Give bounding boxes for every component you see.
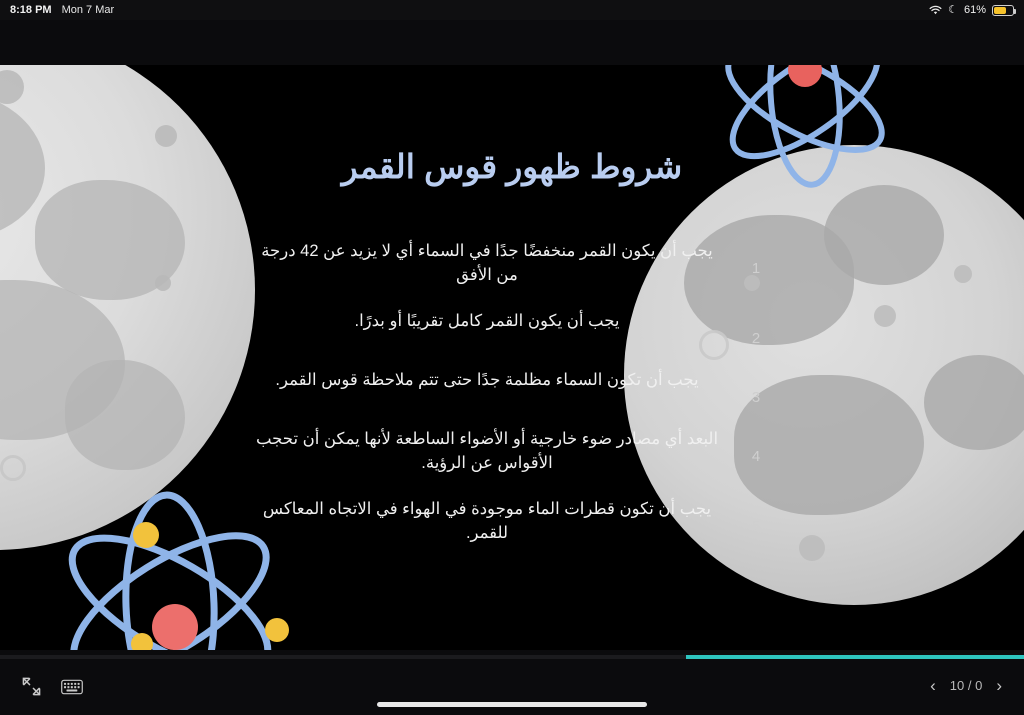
status-bar-left xyxy=(10,4,114,16)
battery-icon xyxy=(992,5,1014,16)
keyboard-icon[interactable] xyxy=(61,679,83,695)
bullet-text: يجب أن تكون قطرات الماء موجودة في الهواء في الاتجاه المعاكس للقمر. xyxy=(262,499,712,542)
status-bar xyxy=(0,0,1024,20)
wifi-icon xyxy=(929,5,942,15)
bullet-text: البعد أي مصادر ضوء خارجية أو الأضواء الساطعة لأنها يمكن أن تحجب الأقواس عن الرؤية. xyxy=(255,429,719,472)
status-bar-right xyxy=(929,4,1014,16)
home-indicator[interactable] xyxy=(377,702,647,707)
bullet-text: يجب أن تكون السماء مظلمة جدًا حتى تتم ملاحظة قوس القمر. xyxy=(275,370,699,389)
list-item xyxy=(250,498,770,546)
moon-graphic-left xyxy=(0,65,255,550)
bottom-toolbar-right xyxy=(930,677,1002,694)
chevron-left-icon[interactable]: ‹ xyxy=(930,676,936,695)
bullet-number: 1 xyxy=(751,260,761,277)
status-date: Mon 7 Mar xyxy=(61,4,115,16)
list-item xyxy=(250,369,770,406)
list-item xyxy=(250,240,770,288)
bullet-list xyxy=(250,240,770,568)
chevron-right-icon[interactable]: › xyxy=(996,676,1002,695)
list-item xyxy=(250,428,770,476)
status-time: 8:18 PM xyxy=(10,4,52,16)
list-item xyxy=(250,310,770,347)
bullet-text: يجب أن يكون القمر منخفضًا جدًا في السماء أي لا يزيد عن 42 درجة من الأفق xyxy=(261,242,713,284)
top-toolbar xyxy=(0,20,1024,65)
bottom-toolbar-left xyxy=(22,677,83,696)
battery-percent-label: 61% xyxy=(963,4,986,16)
slide-canvas[interactable] xyxy=(0,65,1024,650)
bullet-number: 3 xyxy=(751,388,761,406)
bullet-number: 4 xyxy=(751,447,761,465)
page-indicator: 10 / 0 xyxy=(949,678,983,693)
crescent-moon-icon: ☾ xyxy=(948,3,958,16)
bullet-number: 2 xyxy=(751,329,761,347)
bullet-text: يجب أن يكون القمر كامل تقريبًا أو بدرًا. xyxy=(354,311,620,330)
shrink-arrows-icon[interactable] xyxy=(22,677,41,696)
bullet-number: 5 xyxy=(751,517,761,535)
bottom-toolbar xyxy=(0,659,1024,715)
slide-title: شروط ظهور قوس القمر xyxy=(341,148,683,185)
